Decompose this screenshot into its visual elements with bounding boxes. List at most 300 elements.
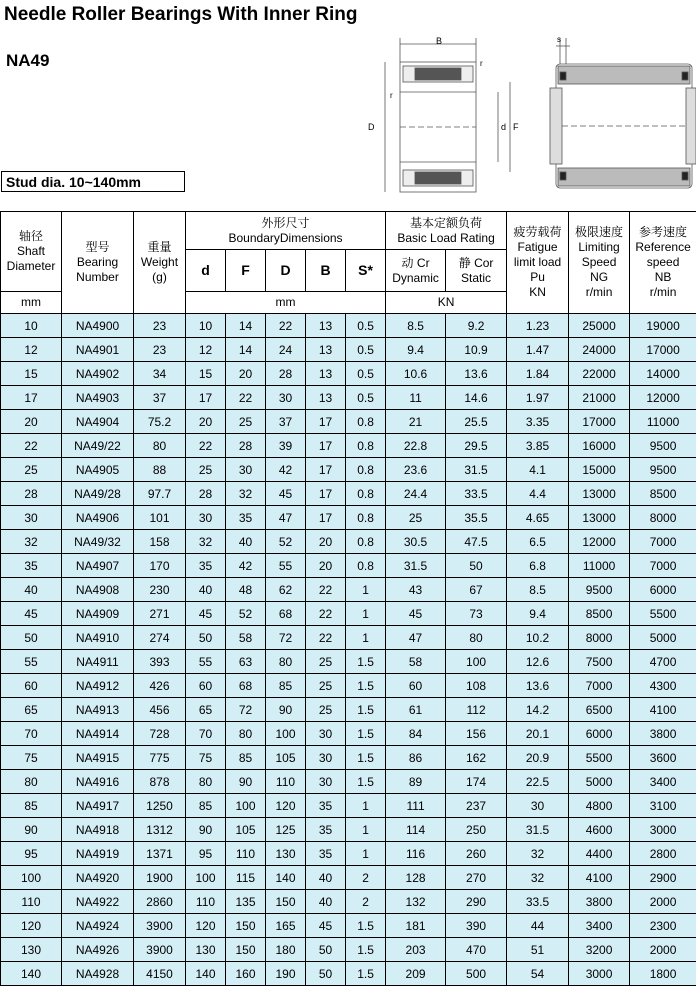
unit-load: KN — [386, 292, 507, 314]
table-cell: 3400 — [569, 914, 630, 938]
table-cell: 1.5 — [346, 770, 386, 794]
table-cell: 25 — [306, 650, 346, 674]
table-cell: 190 — [266, 962, 306, 986]
header-dynamic: 动 Cr Dynamic — [386, 250, 446, 292]
table-cell: 8500 — [630, 482, 696, 506]
table-cell: 130 — [186, 938, 226, 962]
table-cell: 63 — [226, 650, 266, 674]
table-cell: 75 — [1, 746, 62, 770]
side-view — [550, 38, 696, 188]
table-cell: 7000 — [569, 674, 630, 698]
table-cell: 22000 — [569, 362, 630, 386]
table-cell: 0.5 — [346, 338, 386, 362]
table-cell: 3100 — [630, 794, 696, 818]
table-cell: 70 — [186, 722, 226, 746]
table-cell: 3200 — [569, 938, 630, 962]
header-dim-D: D — [266, 250, 306, 292]
table-cell: 17000 — [630, 338, 696, 362]
table-cell: 72 — [226, 698, 266, 722]
table-cell: 165 — [266, 914, 306, 938]
table-cell: 85 — [1, 794, 62, 818]
table-cell: 100 — [186, 866, 226, 890]
table-cell: 100 — [1, 866, 62, 890]
table-cell: 0.8 — [346, 434, 386, 458]
table-cell: 55 — [186, 650, 226, 674]
table-cell: 3900 — [134, 938, 186, 962]
table-cell: NA49/22 — [62, 434, 134, 458]
table-cell: NA4910 — [62, 626, 134, 650]
table-cell: 25 — [1, 458, 62, 482]
table-cell: 6000 — [630, 578, 696, 602]
table-cell: 35 — [306, 842, 346, 866]
table-cell: 2800 — [630, 842, 696, 866]
table-cell: 3000 — [569, 962, 630, 986]
table-cell: 13.6 — [507, 674, 569, 698]
table-cell: 61 — [386, 698, 446, 722]
table-cell: 25 — [306, 674, 346, 698]
table-cell: 2860 — [134, 890, 186, 914]
table-cell: 23 — [134, 338, 186, 362]
table-cell: 0.8 — [346, 410, 386, 434]
table-row — [1, 674, 696, 698]
table-cell: 68 — [226, 674, 266, 698]
table-cell: 39 — [266, 434, 306, 458]
table-cell: 35 — [306, 794, 346, 818]
table-cell: 24000 — [569, 338, 630, 362]
table-cell: 35.5 — [446, 506, 507, 530]
table-cell: 58 — [386, 650, 446, 674]
table-cell: 111 — [386, 794, 446, 818]
table-cell: 393 — [134, 650, 186, 674]
table-cell: 35 — [186, 554, 226, 578]
table-cell: 28 — [186, 482, 226, 506]
table-cell: 1.5 — [346, 962, 386, 986]
table-cell: 290 — [446, 890, 507, 914]
table-cell: 42 — [266, 458, 306, 482]
table-cell: 22 — [1, 434, 62, 458]
table-cell: 30 — [226, 458, 266, 482]
table-cell: 4.1 — [507, 458, 569, 482]
table-row — [1, 434, 696, 458]
table-cell: 1.5 — [346, 746, 386, 770]
table-cell: 174 — [446, 770, 507, 794]
table-cell: 14 — [226, 314, 266, 338]
header-number: 型号 Bearing Number — [62, 212, 134, 314]
table-cell: 32 — [1, 530, 62, 554]
page-title: Needle Roller Bearings With Inner Ring — [4, 4, 358, 25]
table-cell: 22 — [306, 602, 346, 626]
table-cell: NA4907 — [62, 554, 134, 578]
table-cell: 13 — [306, 314, 346, 338]
table-cell: NA4917 — [62, 794, 134, 818]
table-cell: 17 — [306, 410, 346, 434]
table-cell: 45 — [266, 482, 306, 506]
table-cell: 30 — [507, 794, 569, 818]
table-row — [1, 746, 696, 770]
table-cell: 50 — [446, 554, 507, 578]
table-cell: 45 — [386, 602, 446, 626]
table-cell: 22 — [186, 434, 226, 458]
table-row — [1, 698, 696, 722]
series-label: NA49 — [6, 51, 50, 70]
table-cell: 209 — [386, 962, 446, 986]
table-cell: 230 — [134, 578, 186, 602]
table-cell: 2000 — [630, 890, 696, 914]
table-cell: 24.4 — [386, 482, 446, 506]
header-shaft: 轴径 Shaft Diameter — [1, 212, 62, 292]
table-row — [1, 794, 696, 818]
table-cell: 0.8 — [346, 554, 386, 578]
table-cell: 17 — [306, 506, 346, 530]
table-cell: 45 — [1, 602, 62, 626]
table-cell: 426 — [134, 674, 186, 698]
table-cell: 110 — [1, 890, 62, 914]
table-cell: 22 — [226, 386, 266, 410]
table-cell: 0.8 — [346, 482, 386, 506]
table-cell: 108 — [446, 674, 507, 698]
table-cell: NA4928 — [62, 962, 134, 986]
table-cell: 100 — [266, 722, 306, 746]
table-cell: 2300 — [630, 914, 696, 938]
table-cell: 72 — [266, 626, 306, 650]
header-dim-B: B — [306, 250, 346, 292]
table-cell: 24 — [266, 338, 306, 362]
table-cell: 17 — [1, 386, 62, 410]
table-cell: 15 — [186, 362, 226, 386]
table-cell: 13000 — [569, 482, 630, 506]
table-cell: 8.5 — [507, 578, 569, 602]
table-cell: 1800 — [630, 962, 696, 986]
table-cell: 25000 — [569, 314, 630, 338]
table-cell: 116 — [386, 842, 446, 866]
table-cell: 0.8 — [346, 506, 386, 530]
table-cell: NA4920 — [62, 866, 134, 890]
table-cell: 5000 — [630, 626, 696, 650]
table-cell: 162 — [446, 746, 507, 770]
table-cell: 8500 — [569, 602, 630, 626]
table-cell: 181 — [386, 914, 446, 938]
bearing-spec-table — [0, 211, 696, 986]
table-row — [1, 890, 696, 914]
table-cell: 1 — [346, 842, 386, 866]
table-cell: 22.8 — [386, 434, 446, 458]
table-cell: 9.2 — [446, 314, 507, 338]
table-cell: 3600 — [630, 746, 696, 770]
table-cell: NA4905 — [62, 458, 134, 482]
table-cell: 95 — [186, 842, 226, 866]
table-cell: 1.5 — [346, 650, 386, 674]
table-row — [1, 554, 696, 578]
table-row — [1, 410, 696, 434]
table-cell: 30.5 — [386, 530, 446, 554]
table-cell: 28 — [266, 362, 306, 386]
table-cell: 17 — [306, 458, 346, 482]
table-cell: 43 — [386, 578, 446, 602]
table-cell: 6500 — [569, 698, 630, 722]
table-cell: 1 — [346, 602, 386, 626]
table-cell: 105 — [266, 746, 306, 770]
table-cell: 23 — [134, 314, 186, 338]
table-row — [1, 338, 696, 362]
table-cell: 120 — [1, 914, 62, 938]
table-cell: 13 — [306, 338, 346, 362]
table-cell: 25 — [226, 410, 266, 434]
table-cell: 2 — [346, 890, 386, 914]
table-cell: 1.5 — [346, 914, 386, 938]
table-cell: 0.8 — [346, 458, 386, 482]
table-cell: 90 — [226, 770, 266, 794]
table-cell: 55 — [1, 650, 62, 674]
table-cell: 0.8 — [346, 530, 386, 554]
table-cell: 115 — [226, 866, 266, 890]
table-cell: 67 — [446, 578, 507, 602]
table-cell: 140 — [186, 962, 226, 986]
table-cell: 4.65 — [507, 506, 569, 530]
table-cell: 70 — [1, 722, 62, 746]
table-cell: 40 — [1, 578, 62, 602]
table-cell: 1.5 — [346, 938, 386, 962]
table-cell: 8.5 — [386, 314, 446, 338]
table-cell: 20 — [306, 554, 346, 578]
table-cell: 50 — [306, 962, 346, 986]
table-cell: 90 — [266, 698, 306, 722]
table-cell: 90 — [1, 818, 62, 842]
table-row — [1, 842, 696, 866]
table-cell: 728 — [134, 722, 186, 746]
header-dim-F: F — [226, 250, 266, 292]
table-cell: 10 — [1, 314, 62, 338]
table-cell: 2000 — [630, 938, 696, 962]
table-cell: 101 — [134, 506, 186, 530]
table-cell: 65 — [186, 698, 226, 722]
table-cell: 33.5 — [507, 890, 569, 914]
table-cell: 45 — [186, 602, 226, 626]
table-cell: 25 — [386, 506, 446, 530]
table-cell: 58 — [226, 626, 266, 650]
table-cell: 1.5 — [346, 674, 386, 698]
table-cell: 16000 — [569, 434, 630, 458]
table-cell: 37 — [134, 386, 186, 410]
table-cell: 13000 — [569, 506, 630, 530]
table-cell: 6.8 — [507, 554, 569, 578]
table-cell: NA4915 — [62, 746, 134, 770]
table-cell: 156 — [446, 722, 507, 746]
table-cell: 86 — [386, 746, 446, 770]
unit-shaft: mm — [1, 292, 62, 314]
table-cell: 110 — [186, 890, 226, 914]
table-cell: 3900 — [134, 914, 186, 938]
table-cell: 1.84 — [507, 362, 569, 386]
table-cell: 33.5 — [446, 482, 507, 506]
table-cell: 97.7 — [134, 482, 186, 506]
table-cell: 2 — [346, 866, 386, 890]
table-cell: 6.5 — [507, 530, 569, 554]
table-cell: 112 — [446, 698, 507, 722]
table-cell: 1250 — [134, 794, 186, 818]
table-cell: 17000 — [569, 410, 630, 434]
table-cell: NA49/28 — [62, 482, 134, 506]
table-cell: 1.97 — [507, 386, 569, 410]
table-cell: 30 — [306, 746, 346, 770]
table-cell: NA4902 — [62, 362, 134, 386]
table-cell: 45 — [306, 914, 346, 938]
table-cell: 0.5 — [346, 362, 386, 386]
table-cell: 75 — [186, 746, 226, 770]
table-cell: 150 — [226, 914, 266, 938]
table-cell: NA4916 — [62, 770, 134, 794]
table-cell: 500 — [446, 962, 507, 986]
table-row — [1, 722, 696, 746]
table-cell: 3400 — [630, 770, 696, 794]
table-cell: 10 — [186, 314, 226, 338]
table-cell: 85 — [186, 794, 226, 818]
table-cell: 203 — [386, 938, 446, 962]
table-cell: 13 — [306, 386, 346, 410]
label-r: r — [390, 91, 393, 100]
table-cell: 12000 — [569, 530, 630, 554]
table-row — [1, 530, 696, 554]
header-static: 静 Cor Static — [446, 250, 507, 292]
table-cell: 4150 — [134, 962, 186, 986]
table-cell: 4100 — [630, 698, 696, 722]
table-cell: 0.5 — [346, 314, 386, 338]
table-cell: 30 — [266, 386, 306, 410]
table-row — [1, 506, 696, 530]
table-cell: 8000 — [630, 506, 696, 530]
table-cell: 3800 — [630, 722, 696, 746]
table-cell: 30 — [306, 770, 346, 794]
table-cell: 158 — [134, 530, 186, 554]
table-cell: 4700 — [630, 650, 696, 674]
table-cell: 40 — [306, 866, 346, 890]
table-row — [1, 482, 696, 506]
table-cell: 80 — [1, 770, 62, 794]
table-cell: NA4914 — [62, 722, 134, 746]
table-cell: 15000 — [569, 458, 630, 482]
table-cell: 35 — [306, 818, 346, 842]
table-cell: 21000 — [569, 386, 630, 410]
table-cell: 180 — [266, 938, 306, 962]
table-cell: 140 — [1, 962, 62, 986]
table-cell: 110 — [266, 770, 306, 794]
table-cell: 128 — [386, 866, 446, 890]
table-cell: 390 — [446, 914, 507, 938]
table-cell: 135 — [226, 890, 266, 914]
table-cell: 1.23 — [507, 314, 569, 338]
table-body — [1, 314, 696, 986]
table-cell: 150 — [266, 890, 306, 914]
table-cell: 3.85 — [507, 434, 569, 458]
table-cell: 100 — [226, 794, 266, 818]
table-cell: 2900 — [630, 866, 696, 890]
table-cell: 32 — [226, 482, 266, 506]
unit-boundary: mm — [186, 292, 386, 314]
table-cell: 47.5 — [446, 530, 507, 554]
table-cell: 40 — [186, 578, 226, 602]
table-cell: NA4912 — [62, 674, 134, 698]
table-cell: 42 — [226, 554, 266, 578]
table-cell: 65 — [1, 698, 62, 722]
table-cell: 30 — [306, 722, 346, 746]
header-limiting: 极限速度 Limiting Speed NG r/min — [569, 212, 630, 314]
table-cell: 30 — [186, 506, 226, 530]
table-cell: 75.2 — [134, 410, 186, 434]
table-cell: 29.5 — [446, 434, 507, 458]
table-cell: NA4900 — [62, 314, 134, 338]
table-cell: 5000 — [569, 770, 630, 794]
table-cell: 90 — [186, 818, 226, 842]
table-cell: 14 — [226, 338, 266, 362]
table-cell: 8000 — [569, 626, 630, 650]
table-cell: 1 — [346, 578, 386, 602]
table-cell: 60 — [186, 674, 226, 698]
table-cell: 9500 — [630, 434, 696, 458]
table-cell: 28 — [226, 434, 266, 458]
header-fatigue: 疲劳载荷 Fatigue limit load Pu KN — [507, 212, 569, 314]
table-cell: 40 — [226, 530, 266, 554]
table-cell: NA4908 — [62, 578, 134, 602]
table-row — [1, 938, 696, 962]
table-cell: 7500 — [569, 650, 630, 674]
table-cell: NA49/32 — [62, 530, 134, 554]
table-cell: 9.4 — [507, 602, 569, 626]
table-cell: 11000 — [569, 554, 630, 578]
table-cell: 23.6 — [386, 458, 446, 482]
table-row — [1, 386, 696, 410]
table-cell: 55 — [266, 554, 306, 578]
table-cell: 60 — [1, 674, 62, 698]
table-cell: 12 — [186, 338, 226, 362]
header-dim-S: S* — [346, 250, 386, 292]
table-row — [1, 626, 696, 650]
table-cell: 17 — [306, 434, 346, 458]
table-row — [1, 962, 696, 986]
table-cell: 50 — [306, 938, 346, 962]
table-cell: 32 — [507, 842, 569, 866]
table-cell: 31.5 — [507, 818, 569, 842]
table-cell: 14000 — [630, 362, 696, 386]
label-B: B — [436, 36, 443, 46]
table-cell: 22 — [306, 578, 346, 602]
table-cell: 250 — [446, 818, 507, 842]
table-cell: 260 — [446, 842, 507, 866]
table-cell: 10.2 — [507, 626, 569, 650]
table-cell: NA4913 — [62, 698, 134, 722]
table-cell: 110 — [226, 842, 266, 866]
table-cell: 35 — [1, 554, 62, 578]
table-row — [1, 314, 696, 338]
table-cell: 47 — [386, 626, 446, 650]
table-cell: 52 — [266, 530, 306, 554]
table-cell: 20 — [186, 410, 226, 434]
table-cell: 274 — [134, 626, 186, 650]
table-cell: 10.6 — [386, 362, 446, 386]
table-cell: 11000 — [630, 410, 696, 434]
table-cell: 89 — [386, 770, 446, 794]
table-cell: 4100 — [569, 866, 630, 890]
table-cell: 50 — [186, 626, 226, 650]
table-cell: 132 — [386, 890, 446, 914]
table-row — [1, 578, 696, 602]
table-cell: 4.4 — [507, 482, 569, 506]
table-cell: 73 — [446, 602, 507, 626]
table-cell: 80 — [266, 650, 306, 674]
table-cell: 1 — [346, 626, 386, 650]
bearing-drawing — [360, 32, 696, 202]
table-cell: 130 — [266, 842, 306, 866]
table-cell: 20 — [1, 410, 62, 434]
table-cell: 30 — [1, 506, 62, 530]
